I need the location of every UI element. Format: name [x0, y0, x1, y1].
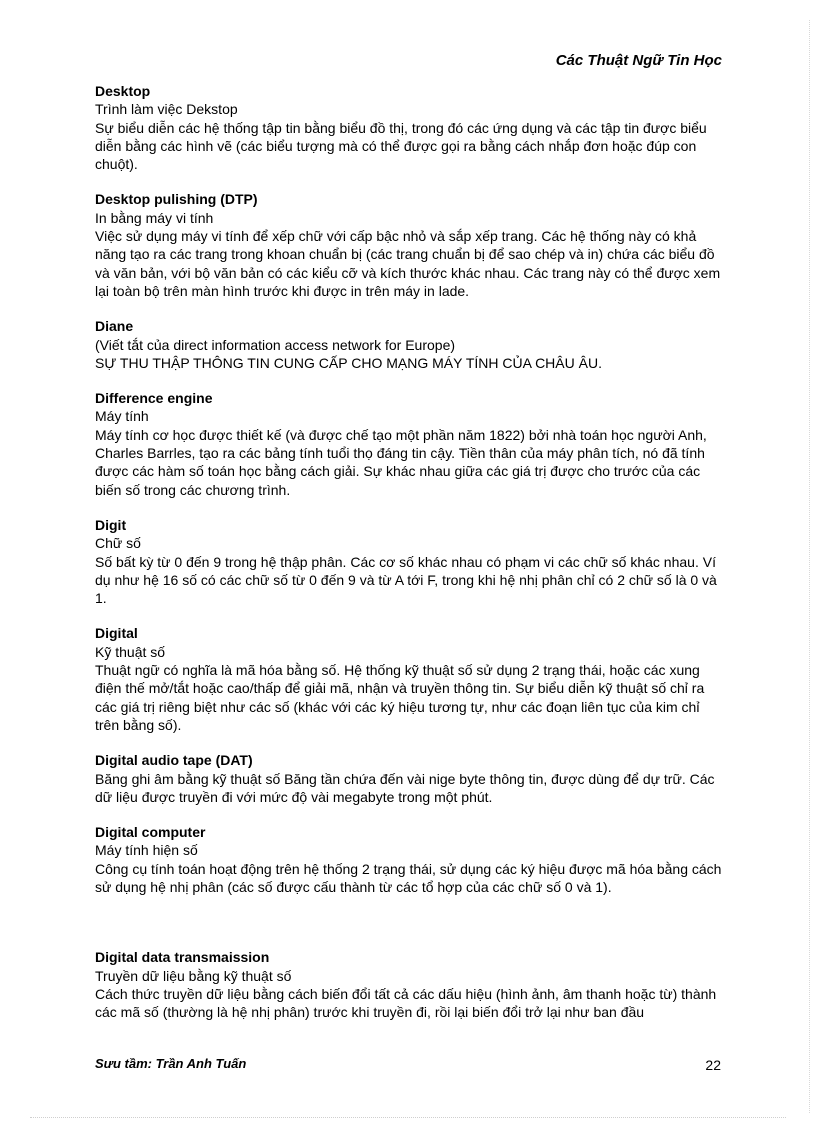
entry-translation: Trình làm việc Dekstop [95, 101, 238, 118]
entry-description: Việc sử dụng máy vi tính để xếp chữ với cấp bậc nhỏ và sắp xếp trang. Các hệ thống này có khả năng tạo ra các trang trong khoan chuẩn bị (các trang chuẩn bị để sao chép và in) chứa các biểu đồ và văn bản, với bộ văn bản có các kiểu cỡ và kích thước khác nhau. Các trang này có thể được xem lại toàn bộ trên màn hình trước khi được in trên máy in lade. [95, 228, 721, 299]
entry-description: SỰ THU THẬP THÔNG TIN CUNG CẤP CHO MẠNG MÁY TÍNH CỦA CHÂU ÂU. [95, 354, 602, 371]
entry-translation: Máy tính hiện số [95, 842, 198, 859]
glossary-entry-difference-engine [95, 389, 725, 499]
entry-description: Số bất kỳ từ 0 đến 9 trong hệ thập phân. Các cơ số khác nhau có phạm vi các chữ số khác nhau. Ví dụ như hệ 16 số có các chữ số từ 0 đến 9 và từ A tới F, trong khi hệ nhị phân chỉ có 2 chữ số là 0 và 1. [95, 553, 717, 607]
glossary-entry-digit [95, 516, 725, 607]
entry-term: Desktop [95, 83, 151, 99]
page-number: 22 [705, 1057, 721, 1073]
entry-translation: (Viết tắt của direct information access network for Europe) [95, 336, 456, 353]
running-header-title: Các Thuật Ngữ Tin Học [555, 52, 722, 69]
page-edge-bottom [30, 1117, 786, 1118]
entry-translation: Máy tính [95, 408, 149, 425]
entry-term: Desktop pulishing (DTP) [95, 191, 258, 208]
glossary-entry-digital-data-transmission [95, 948, 725, 1021]
entry-term: Digital computer [95, 824, 206, 841]
entry-description: Thuật ngữ có nghĩa là mã hóa bằng số. Hệ thống kỹ thuật số sử dụng 2 trạng thái, hoặc các xung điện thế mở/tắt hoặc cao/thấp để giải mã, nhận và truyền thông tin. Sự biểu diễn kỹ thuật số chỉ ra các giá trị riêng biệt như các số (khác với các ký hiệu tương tự, như các đoạn liên tục của kim chỉ trên bằng số). [95, 662, 705, 733]
entry-description: Sự biểu diễn các hệ thống tập tin bằng biểu đồ thị, trong đó các ứng dụng và các tập tin được biểu diễn bằng các hình vẽ (các biểu tượng mà có thể được gọi ra bằng cách nhắp đơn hoặc đúp con chuột). [95, 119, 707, 173]
entry-translation: Truyền dữ liệu bằng kỹ thuật số [95, 967, 292, 984]
glossary-entry-digital-computer [95, 823, 725, 896]
glossary-entry-dat [95, 751, 725, 806]
footer-author: Sưu tầm: Trần Anh Tuấn [95, 1056, 247, 1071]
entry-description: Công cụ tính toán hoạt động trên hệ thống 2 trạng thái, sử dụng các ký hiệu được mã hóa bằng cách sử dụng hệ nhị phân (các số được cấu thành từ các tổ hợp của các chữ số 0 và 1). [95, 860, 722, 895]
glossary-entry-desktop [95, 82, 725, 173]
entry-translation: Kỹ thuật số [95, 643, 166, 660]
entry-term: Digital audio tape (DAT) [95, 752, 253, 769]
entry-term: Digital data transmaission [95, 949, 270, 966]
page-edge-right [809, 20, 810, 1113]
glossary-entry-dtp [95, 190, 725, 300]
glossary-entry-digital [95, 624, 725, 734]
entry-description: Cách thức truyền dữ liệu bằng cách biến đổi tất cả các dấu hiệu (hình ảnh, âm thanh hoặc từ) thành các mã số (thường là hệ nhị phân) trước khi truyền đi, rồi lại biến đổi trở lại như ban đầu [95, 985, 717, 1021]
entry-term: Digit [95, 516, 127, 533]
glossary-entry-diane [95, 317, 725, 372]
entry-term: Diane [95, 318, 134, 335]
entry-term: Difference engine [95, 390, 213, 407]
glossary-content [95, 82, 725, 1038]
entry-description: Máy tính cơ học được thiết kế (và được chế tạo một phần năm 1822) bởi nhà toán học người Anh, Charles Barrles, tạo ra các bảng tính tuổi thọ đáng tin cậy. Tiền thân của máy phân tích, nó đã tính được các hàm số toán học bằng cách giải. Sự khác nhau giữa các giá trị được cho trước của các biến số trong các chương trình. [95, 426, 707, 498]
entry-translation: Chữ số [95, 535, 141, 552]
entry-term: Digital [95, 625, 138, 642]
entry-description: Băng ghi âm bằng kỹ thuật số Băng tần chứa đến vài nige byte thông tin, được dùng để dự trữ. Các dữ liệu được truyền đi với mức độ vài megabyte trong một phút. [95, 770, 715, 805]
entry-translation: In bằng máy vi tính [95, 209, 214, 226]
